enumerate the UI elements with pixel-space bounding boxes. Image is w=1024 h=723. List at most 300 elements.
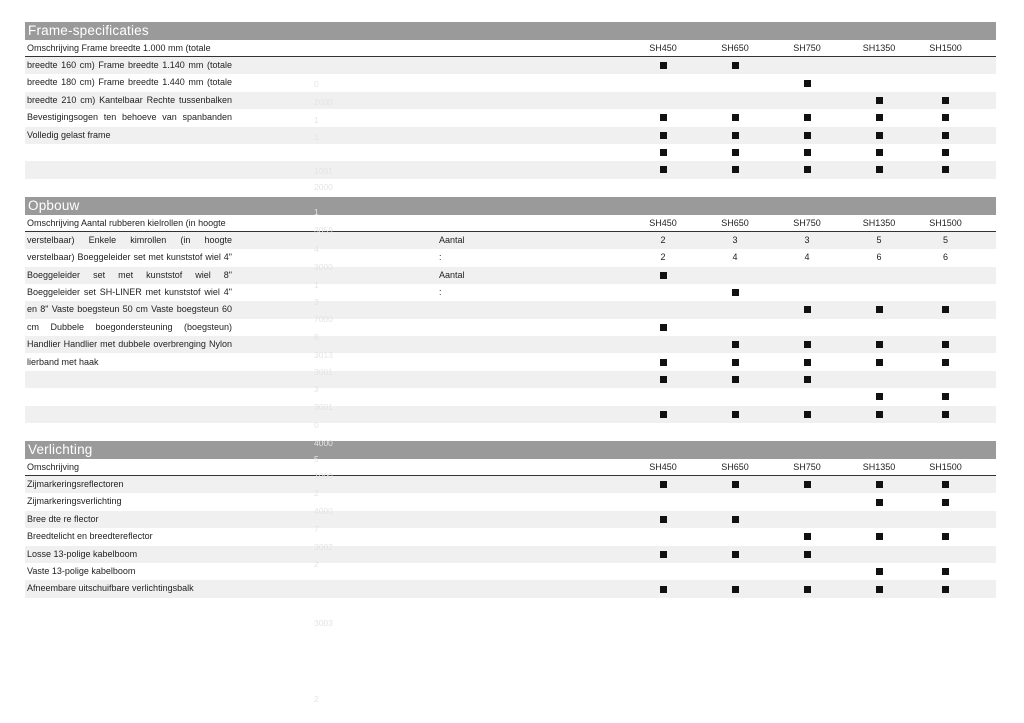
cell-sh1350	[843, 563, 915, 580]
row-unit	[437, 563, 627, 580]
cell-sh650	[699, 388, 771, 405]
cell-sh650	[699, 371, 771, 388]
cell-sh1350	[843, 301, 915, 318]
cell-sh1350	[843, 144, 915, 161]
checkmark-square-icon	[732, 341, 739, 348]
checkmark-square-icon	[942, 481, 949, 488]
checkmark-square-icon	[732, 481, 739, 488]
checkmark-square-icon	[942, 586, 949, 593]
cell-sh750	[771, 336, 843, 353]
checkmark-square-icon	[876, 97, 883, 104]
row-description	[25, 388, 437, 405]
ghost-number: 1	[314, 280, 319, 290]
checkmark-square-icon	[942, 393, 949, 400]
checkmark-square-icon	[942, 132, 949, 139]
checkmark-square-icon	[660, 272, 667, 279]
cell-sh750: 4	[804, 252, 810, 263]
row-unit	[437, 493, 627, 510]
table-row	[25, 528, 996, 545]
ghost-number: 2000	[314, 182, 333, 192]
row-description	[25, 144, 437, 161]
cell-sh1350	[843, 476, 915, 493]
header-model-sh650: SH650	[721, 217, 749, 228]
row-unit	[437, 109, 627, 126]
cell-sh450	[627, 546, 699, 563]
cell-sh750	[771, 301, 843, 318]
header-model-sh1350: SH1350	[862, 43, 896, 53]
cell-sh450	[627, 301, 699, 318]
cell-sh450	[627, 493, 699, 510]
checkmark-square-icon	[804, 132, 811, 139]
cell-sh750	[771, 144, 843, 161]
checkmark-square-icon	[660, 62, 667, 69]
ghost-number: 7	[314, 524, 319, 534]
checkmark-square-icon	[804, 376, 811, 383]
cell-sh650	[699, 127, 771, 144]
row-unit	[437, 74, 627, 91]
checkmark-square-icon	[942, 166, 949, 173]
row-unit	[437, 92, 627, 109]
cell-sh450: 2	[660, 234, 666, 245]
checkmark-square-icon	[732, 289, 739, 296]
ghost-number: 3059	[314, 225, 333, 235]
cell-sh1350	[843, 546, 915, 563]
cell-sh750	[771, 284, 843, 301]
cell-sh650	[699, 74, 771, 91]
checkmark-square-icon	[660, 324, 667, 331]
row-unit	[437, 406, 627, 423]
ghost-number: 1	[314, 115, 319, 125]
header-model-sh450: SH450	[649, 217, 677, 228]
checkmark-square-icon	[876, 533, 883, 540]
table-row	[25, 406, 996, 423]
ghost-number: 3000	[314, 262, 333, 272]
cell-sh750	[771, 92, 843, 109]
checkmark-square-icon	[876, 393, 883, 400]
row-unit	[437, 388, 627, 405]
spec-page	[25, 22, 996, 704]
cell-sh750	[771, 74, 843, 91]
row-description: Zijmarkeringsreflectoren	[27, 479, 124, 490]
table-row	[25, 388, 996, 405]
cell-sh450	[627, 353, 699, 370]
cell-sh450	[627, 476, 699, 493]
cell-sh450	[627, 267, 699, 284]
header-model-sh1500: SH1500	[929, 43, 962, 53]
ghost-number: 3	[314, 297, 319, 307]
row-description: Zijmarkeringsverlichting	[27, 496, 122, 507]
row-unit	[437, 301, 627, 318]
table-row	[25, 371, 996, 388]
ghost-number: 2	[314, 559, 319, 569]
cell-sh650	[699, 511, 771, 528]
checkmark-square-icon	[942, 149, 949, 156]
cell-sh1500	[915, 388, 976, 405]
ghost-number: 3001	[314, 402, 333, 412]
cell-sh650	[699, 336, 771, 353]
cell-sh650	[699, 406, 771, 423]
cell-sh1500	[915, 127, 976, 144]
cell-sh1500	[915, 319, 976, 336]
row-unit: Aantal	[439, 269, 465, 280]
table-row	[25, 161, 996, 178]
row-unit: :	[439, 286, 442, 297]
ghost-number: 0	[314, 79, 319, 89]
cell-sh450	[627, 319, 699, 336]
checkmark-square-icon	[876, 359, 883, 366]
cell-sh450	[627, 161, 699, 178]
section-title: Verlichting	[25, 441, 996, 459]
cell-sh1350: 5	[876, 234, 882, 245]
header-model-sh750: SH750	[793, 462, 821, 473]
table-row	[25, 546, 996, 563]
checkmark-square-icon	[804, 341, 811, 348]
cell-sh650	[699, 476, 771, 493]
checkmark-square-icon	[942, 359, 949, 366]
cell-sh750	[771, 493, 843, 510]
checkmark-square-icon	[804, 586, 811, 593]
cell-sh750	[771, 528, 843, 545]
cell-sh650: 3	[732, 234, 738, 245]
cell-sh650	[699, 580, 771, 597]
cell-sh450: 2	[660, 252, 666, 263]
row-unit	[437, 371, 627, 388]
checkmark-square-icon	[942, 306, 949, 313]
cell-sh1500	[915, 476, 976, 493]
table-row	[25, 476, 996, 493]
checkmark-square-icon	[660, 132, 667, 139]
cell-sh650: 4	[732, 252, 738, 263]
cell-sh750	[771, 388, 843, 405]
checkmark-square-icon	[732, 359, 739, 366]
header-model-sh450: SH450	[649, 462, 677, 473]
cell-sh750	[771, 267, 843, 284]
row-unit	[437, 528, 627, 545]
header-model-sh1350: SH1350	[862, 462, 896, 473]
row-unit	[437, 476, 627, 493]
cell-sh450	[627, 511, 699, 528]
cell-sh650	[699, 301, 771, 318]
header-model-sh1500: SH1500	[929, 462, 962, 473]
row-description: Bree dte re flector	[27, 513, 99, 524]
checkmark-square-icon	[732, 551, 739, 558]
table-body	[25, 476, 996, 598]
checkmark-square-icon	[804, 166, 811, 173]
cell-sh1350	[843, 284, 915, 301]
ghost-number: 1	[314, 132, 319, 142]
cell-sh1350	[843, 580, 915, 597]
checkmark-square-icon	[876, 411, 883, 418]
cell-sh650	[699, 563, 771, 580]
ghost-number: 0	[314, 420, 319, 430]
cell-sh1350	[843, 92, 915, 109]
cell-sh750	[771, 127, 843, 144]
row-description: Losse 13-polige kabelboom	[27, 548, 138, 559]
checkmark-square-icon	[660, 481, 667, 488]
cell-sh450	[627, 74, 699, 91]
cell-sh1500	[915, 161, 976, 178]
checkmark-square-icon	[804, 80, 811, 87]
ghost-number: 4	[314, 244, 319, 254]
row-unit	[437, 353, 627, 370]
cell-sh1500	[915, 563, 976, 580]
row-unit	[437, 127, 627, 144]
description-text: verstelbaar) Enkele kimrollen (in hoogte verstelbaar) Boeggeleider set met kunststof wiel 4" Boeggeleider set met kunststof wiel 8" Boeggeleider set SH-LINER met kunststof wiel 4" en 8" Vaste boegsteun 50 cm Vaste boegsteun 60 cm Dubbele boegondersteuning (boegsteun) Handlier Handlier met dubbele overbrenging Nylon lierband met haak	[27, 234, 232, 367]
cell-sh1500	[915, 493, 976, 510]
ghost-number: 4000	[314, 506, 333, 516]
ghost-number: 4000	[314, 438, 333, 448]
header-model-sh450: SH450	[649, 43, 677, 53]
header-model-sh1350: SH1350	[862, 217, 896, 228]
cell-sh750	[771, 580, 843, 597]
cell-sh1500	[915, 406, 976, 423]
section-frame	[25, 22, 996, 179]
checkmark-square-icon	[804, 481, 811, 488]
cell-sh450	[627, 563, 699, 580]
checkmark-square-icon	[876, 568, 883, 575]
cell-sh750	[771, 319, 843, 336]
cell-sh1500	[915, 353, 976, 370]
checkmark-square-icon	[732, 132, 739, 139]
cell-sh1500	[915, 144, 976, 161]
ghost-number: 3003	[314, 618, 333, 628]
cell-sh650	[699, 109, 771, 126]
cell-sh750	[771, 546, 843, 563]
cell-sh1350	[843, 493, 915, 510]
row-description: Vaste 13-polige kabelboom	[27, 565, 136, 576]
cell-sh750: 3	[804, 234, 810, 245]
cell-sh1350	[843, 319, 915, 336]
checkmark-square-icon	[942, 114, 949, 121]
cell-sh1350	[843, 127, 915, 144]
header-model-sh650: SH650	[721, 462, 749, 473]
checkmark-square-icon	[732, 149, 739, 156]
cell-sh650	[699, 161, 771, 178]
ghost-number: 2	[314, 488, 319, 498]
checkmark-square-icon	[804, 533, 811, 540]
cell-sh1350	[843, 57, 915, 74]
checkmark-square-icon	[942, 97, 949, 104]
cell-sh1350	[843, 388, 915, 405]
header-description: Omschrijving Frame breedte 1.000 mm (totale	[27, 43, 211, 53]
header-model-sh1500: SH1500	[929, 217, 962, 228]
ghost-number: 7000	[314, 314, 333, 324]
checkmark-square-icon	[876, 306, 883, 313]
cell-sh1500	[915, 511, 976, 528]
ghost-number: 5	[314, 454, 319, 464]
header-unit	[437, 40, 627, 56]
description-text: breedte 160 cm) Frame breedte 1.140 mm (totale breedte 180 cm) Frame breedte 1.440 mm (totale breedte 210 cm) Kantelbaar Rechte tussenbalken Bevestigingsogen ten behoeve van spanbanden Volledig gelast frame	[27, 60, 232, 140]
row-description: Afneembare uitschuifbare verlichtingsbalk	[27, 583, 194, 594]
cell-sh450	[627, 406, 699, 423]
cell-sh1500	[915, 284, 976, 301]
row-description	[25, 371, 437, 388]
cell-sh450	[627, 144, 699, 161]
checkmark-square-icon	[732, 516, 739, 523]
table-header	[25, 459, 996, 476]
cell-sh450	[627, 336, 699, 353]
checkmark-square-icon	[732, 586, 739, 593]
cell-sh1350	[843, 406, 915, 423]
cell-sh1500	[915, 109, 976, 126]
checkmark-square-icon	[732, 166, 739, 173]
checkmark-square-icon	[732, 114, 739, 121]
cell-sh1500: 5	[942, 234, 948, 245]
cell-sh1350	[843, 336, 915, 353]
cell-sh1350	[843, 74, 915, 91]
cell-sh1500	[915, 74, 976, 91]
cell-sh450	[627, 109, 699, 126]
cell-sh750	[771, 371, 843, 388]
row-description	[25, 161, 437, 178]
checkmark-square-icon	[804, 149, 811, 156]
row-unit	[437, 336, 627, 353]
section-title: Frame-specificaties	[25, 22, 996, 40]
section-opbouw	[25, 197, 996, 423]
cell-sh1350	[843, 353, 915, 370]
cell-sh650	[699, 284, 771, 301]
cell-sh1350	[843, 161, 915, 178]
cell-sh650	[699, 546, 771, 563]
table-row	[25, 563, 996, 580]
row-unit	[437, 546, 627, 563]
checkmark-square-icon	[660, 376, 667, 383]
checkmark-square-icon	[660, 516, 667, 523]
table-row	[25, 511, 996, 528]
checkmark-square-icon	[876, 481, 883, 488]
row-unit	[437, 144, 627, 161]
checkmark-square-icon	[942, 533, 949, 540]
cell-sh650	[699, 92, 771, 109]
ghost-number: 2000	[314, 97, 333, 107]
ghost-number: 1001	[314, 166, 333, 176]
checkmark-square-icon	[876, 132, 883, 139]
checkmark-square-icon	[876, 341, 883, 348]
ghost-number: 3002	[314, 542, 333, 552]
header-unit	[437, 215, 627, 231]
section-title: Opbouw	[25, 197, 996, 215]
header-model-sh650: SH650	[721, 43, 749, 53]
row-description: Breedtelicht en breedtereflector	[27, 531, 153, 542]
checkmark-square-icon	[876, 499, 883, 506]
cell-sh750	[771, 511, 843, 528]
header-model-sh750: SH750	[793, 43, 821, 53]
cell-sh450	[627, 388, 699, 405]
checkmark-square-icon	[804, 551, 811, 558]
ghost-number: 1	[314, 207, 319, 217]
cell-sh450	[627, 284, 699, 301]
cell-sh1350: 6	[876, 252, 882, 263]
cell-sh450	[627, 580, 699, 597]
cell-sh1350	[843, 511, 915, 528]
table-header	[25, 40, 996, 57]
checkmark-square-icon	[660, 359, 667, 366]
cell-sh1500	[915, 336, 976, 353]
cell-sh450	[627, 57, 699, 74]
checkmark-square-icon	[660, 411, 667, 418]
checkmark-square-icon	[804, 114, 811, 121]
row-description	[25, 406, 437, 423]
checkmark-square-icon	[942, 499, 949, 506]
checkmark-square-icon	[942, 341, 949, 348]
table-header	[25, 215, 996, 232]
cell-sh750	[771, 57, 843, 74]
checkmark-square-icon	[732, 376, 739, 383]
row-unit	[437, 580, 627, 597]
header-model-sh750: SH750	[793, 217, 821, 228]
ghost-number: 2	[314, 694, 319, 704]
header-description: Omschrijving	[27, 462, 80, 473]
checkmark-square-icon	[660, 114, 667, 121]
header-description: Omschrijving Aantal rubberen kielrollen (in hoogte	[27, 217, 226, 228]
checkmark-square-icon	[660, 551, 667, 558]
cell-sh1500	[915, 528, 976, 545]
cell-sh1500	[915, 580, 976, 597]
checkmark-square-icon	[732, 411, 739, 418]
checkmark-square-icon	[804, 411, 811, 418]
checkmark-square-icon	[732, 62, 739, 69]
section-verlichting	[25, 441, 996, 598]
checkmark-square-icon	[876, 586, 883, 593]
row-unit: Aantal	[439, 234, 465, 245]
cell-sh650	[699, 57, 771, 74]
cell-sh450	[627, 371, 699, 388]
cell-sh750	[771, 476, 843, 493]
cell-sh450	[627, 127, 699, 144]
ghost-number: 1000	[314, 471, 333, 481]
row-unit	[437, 57, 627, 74]
checkmark-square-icon	[876, 114, 883, 121]
row-unit: :	[439, 252, 442, 263]
cell-sh750	[771, 406, 843, 423]
cell-sh650	[699, 353, 771, 370]
ghost-number: 3001	[314, 367, 333, 377]
cell-sh450	[627, 528, 699, 545]
ghost-number: 3	[314, 384, 319, 394]
table-row	[25, 144, 996, 161]
cell-sh1500	[915, 546, 976, 563]
cell-sh1500	[915, 371, 976, 388]
cell-sh1350	[843, 528, 915, 545]
cell-sh750	[771, 161, 843, 178]
checkmark-square-icon	[660, 166, 667, 173]
checkmark-square-icon	[804, 306, 811, 313]
cell-sh650	[699, 493, 771, 510]
header-unit	[437, 459, 627, 475]
row-unit	[437, 161, 627, 178]
row-unit	[437, 511, 627, 528]
checkmark-square-icon	[876, 166, 883, 173]
checkmark-square-icon	[660, 149, 667, 156]
cell-sh1350	[843, 267, 915, 284]
cell-sh1500	[915, 57, 976, 74]
checkmark-square-icon	[876, 149, 883, 156]
table-row	[25, 493, 996, 510]
cell-sh1350	[843, 109, 915, 126]
cell-sh1500	[915, 92, 976, 109]
cell-sh750	[771, 353, 843, 370]
ghost-number: 8	[314, 332, 319, 342]
row-unit	[437, 319, 627, 336]
cell-sh650	[699, 319, 771, 336]
checkmark-square-icon	[804, 359, 811, 366]
cell-sh750	[771, 109, 843, 126]
cell-sh650	[699, 267, 771, 284]
checkmark-square-icon	[942, 568, 949, 575]
cell-sh1500	[915, 301, 976, 318]
cell-sh1500	[915, 267, 976, 284]
cell-sh1500: 6	[942, 252, 948, 263]
